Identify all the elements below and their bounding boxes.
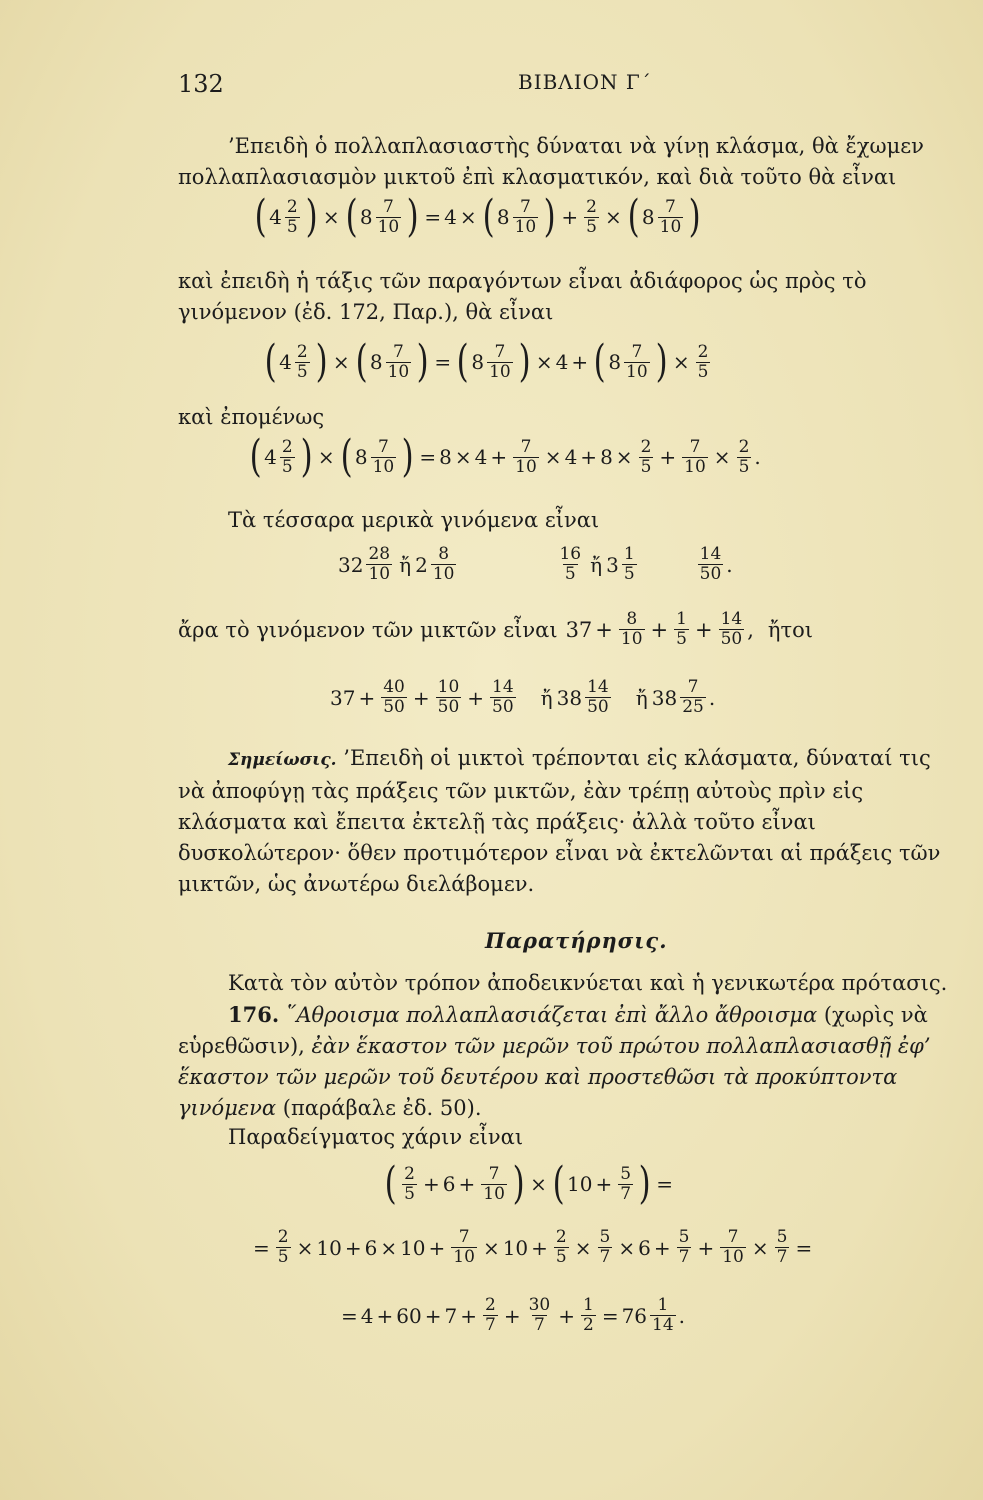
section-heading: Παρατήρησις. xyxy=(485,928,668,953)
product-tail-text: ἤτοι xyxy=(767,617,813,642)
fraction xyxy=(775,1228,790,1267)
eq1-term: 8 xyxy=(641,205,655,229)
theorem-plain-1: (χωρὶς νὰ εὑρεθῶσιν), xyxy=(178,1003,928,1058)
paren: ( xyxy=(264,336,277,387)
times-sign: × xyxy=(317,445,335,469)
paren: ( xyxy=(627,191,640,242)
fraction xyxy=(696,343,711,382)
eq2-term: 8 xyxy=(608,350,622,374)
times-sign: × xyxy=(604,205,622,229)
partial-products xyxy=(338,545,733,584)
paren: ) xyxy=(416,336,429,387)
numerator: 40 xyxy=(383,677,405,697)
fraction xyxy=(598,1228,613,1267)
eq2-term: 8 xyxy=(471,350,485,374)
ex-term: 10 xyxy=(316,1235,342,1260)
plus-sign: + xyxy=(694,617,713,642)
equals-sign: = xyxy=(795,1235,813,1260)
numerator: 1 xyxy=(676,609,687,629)
denominator: 10 xyxy=(387,361,410,382)
denominator: 10 xyxy=(659,216,682,237)
ex-term: 10 xyxy=(567,1172,593,1196)
fraction xyxy=(658,198,684,237)
denominator: 10 xyxy=(722,1247,744,1267)
times-sign: × xyxy=(459,205,477,229)
fraction xyxy=(487,343,513,382)
eq2-term: 4 xyxy=(555,350,569,374)
numerator: 7 xyxy=(392,341,404,362)
denominator: 50 xyxy=(383,697,405,717)
eq3-term: 8 xyxy=(600,445,613,469)
eq1-term: 8 xyxy=(496,205,510,229)
paren: ) xyxy=(543,191,556,242)
numerator: 5 xyxy=(620,1163,632,1184)
eq2-term: 8 xyxy=(369,350,383,374)
fraction xyxy=(436,678,462,717)
fraction xyxy=(527,1296,553,1335)
fraction xyxy=(639,438,654,477)
numerator: 7 xyxy=(687,677,699,697)
times-sign: × xyxy=(672,350,690,374)
paren: ( xyxy=(482,191,495,242)
paren: ( xyxy=(355,336,368,387)
period: . xyxy=(708,685,716,710)
section-number: 176. xyxy=(228,1002,280,1027)
fraction xyxy=(554,1228,569,1267)
plus-sign: + xyxy=(503,1303,521,1328)
numerator: 7 xyxy=(494,341,506,362)
example-line-1 xyxy=(382,1158,676,1209)
running-head: ΒΙΒΛΙΟΝ Γ΄ xyxy=(518,70,652,94)
paren: ) xyxy=(406,191,419,242)
denominator: 5 xyxy=(697,361,709,382)
denominator: 50 xyxy=(437,697,460,717)
eq3-term: 4 xyxy=(474,445,488,469)
paragraph-7 xyxy=(178,999,960,1124)
denominator: 5 xyxy=(555,1247,567,1267)
numerator: 2 xyxy=(586,196,597,217)
denominator: 10 xyxy=(684,456,706,477)
numerator: 7 xyxy=(520,436,532,457)
ex-term: 10 xyxy=(400,1235,426,1260)
plus-sign: + xyxy=(531,1235,548,1260)
times-sign: × xyxy=(544,445,562,469)
numerator: 2 xyxy=(555,1227,567,1247)
numerator: 2 xyxy=(277,1227,289,1247)
plus-sign: + xyxy=(358,685,376,710)
numerator: 2 xyxy=(697,341,709,362)
denominator: 5 xyxy=(286,216,298,237)
denominator: 2 xyxy=(582,1315,594,1335)
numerator: 7 xyxy=(458,1227,470,1247)
paren: ( xyxy=(456,336,469,387)
equals-sign: = xyxy=(656,1172,673,1196)
numerator: 7 xyxy=(377,436,389,457)
paragraph-1: ’Επειδὴ ὁ πολλαπλασιαστὴς δύναται νὰ γίνῃ κλάσμα, θὰ ἔχωμεν πολλαπλασιασμὸν μικτοῦ ἐπὶ κλασματικόν, καὶ διὰ τοῦτο θὰ εἶναι xyxy=(178,134,924,189)
period: . xyxy=(678,1303,686,1328)
fraction xyxy=(483,1296,498,1335)
numerator: 5 xyxy=(599,1227,611,1247)
fraction xyxy=(719,610,745,649)
or-word: ἤ xyxy=(590,552,603,577)
plus-sign: + xyxy=(653,1235,671,1260)
ex-term: 6 xyxy=(364,1235,378,1260)
fraction xyxy=(381,678,407,717)
paren: ) xyxy=(655,336,668,387)
fraction xyxy=(295,343,310,382)
times-sign: × xyxy=(574,1235,592,1260)
paren: ) xyxy=(638,1158,651,1209)
sum-line xyxy=(330,678,715,717)
fraction xyxy=(622,545,637,584)
theorem-text-2: ἐὰν ἕκαστον τῶν μερῶν τοῦ πρώτου πολλαπλασιασθῇ ἐφ’ ἕκαστον τῶν μερῶν τοῦ δευτέρου καὶ προστεθῶσι τὰ προκύπτοντα γινόμενα xyxy=(178,1034,931,1120)
paragraph-2: καὶ ἐπειδὴ ἡ τάξις τῶν παραγόντων εἶναι ἀδιάφορος ὡς πρὸς τὸ γινόμενον (ἐδ. 172, Παρ.), θὰ εἶναι xyxy=(178,269,867,324)
times-sign: × xyxy=(713,445,731,469)
denominator: 50 xyxy=(720,629,743,649)
times-sign: × xyxy=(322,205,340,229)
ex-term: 76 xyxy=(621,1303,648,1328)
product-term: 37 xyxy=(565,617,593,642)
denominator: 5 xyxy=(277,1247,289,1267)
equals-sign: = xyxy=(341,1303,358,1328)
plus-sign: + xyxy=(659,445,677,469)
sum-term: 38 xyxy=(556,685,583,710)
numerator: 2 xyxy=(296,341,308,362)
denominator: 10 xyxy=(620,629,643,649)
product-line xyxy=(178,610,813,649)
denominator: 50 xyxy=(699,564,722,584)
fraction xyxy=(481,1165,507,1204)
fraction xyxy=(276,1228,291,1267)
numerator: 2 xyxy=(484,1295,496,1315)
numerator: 2 xyxy=(281,436,293,457)
plus-sign: + xyxy=(595,1172,613,1196)
fraction xyxy=(376,198,402,237)
denominator: 25 xyxy=(682,697,704,717)
plus-sign: + xyxy=(423,1172,440,1196)
denominator: 14 xyxy=(652,1315,674,1335)
pp-term: 3 xyxy=(606,552,619,577)
plus-sign: + xyxy=(467,685,485,710)
numerator: 14 xyxy=(492,677,514,697)
denominator: 10 xyxy=(432,564,455,584)
paren: ( xyxy=(340,431,353,482)
eq3-term: 4 xyxy=(264,445,277,469)
fraction xyxy=(402,1165,417,1204)
numerator: 14 xyxy=(699,544,722,564)
numerator: 7 xyxy=(519,196,531,217)
times-sign: × xyxy=(332,350,350,374)
denominator: 50 xyxy=(492,697,514,717)
paren: ) xyxy=(688,191,701,242)
ex-term: 6 xyxy=(638,1235,651,1260)
fraction xyxy=(280,438,295,477)
numerator: 7 xyxy=(382,196,394,217)
plus-sign: + xyxy=(558,1303,575,1328)
fraction xyxy=(557,545,583,584)
denominator: 10 xyxy=(372,456,395,477)
paren: ) xyxy=(512,1158,525,1209)
denominator: 5 xyxy=(296,361,308,382)
times-sign: × xyxy=(296,1235,314,1260)
eq3-term: 8 xyxy=(354,445,368,469)
denominator: 5 xyxy=(586,216,597,237)
plus-sign: + xyxy=(595,617,613,642)
denominator: 10 xyxy=(515,456,537,477)
theorem-plain-2: (παράβαλε ἐδ. 50). xyxy=(282,1096,482,1120)
product-lead-text: ἄρα τὸ γινόμενον τῶν μικτῶν εἶναι xyxy=(178,617,558,642)
times-sign: × xyxy=(530,1172,547,1196)
eq1-term: 4 xyxy=(269,205,282,229)
denominator: 5 xyxy=(281,456,293,477)
numerator: 2 xyxy=(404,1163,415,1184)
plus-sign: + xyxy=(344,1235,362,1260)
denominator: 7 xyxy=(599,1247,611,1267)
fraction xyxy=(513,438,539,477)
fraction xyxy=(698,545,724,584)
paren: ( xyxy=(254,191,267,242)
fraction xyxy=(366,545,392,584)
numerator: 2 xyxy=(738,436,750,457)
fraction xyxy=(490,678,516,717)
eq2-term: 4 xyxy=(279,350,292,374)
numerator: 14 xyxy=(587,677,609,697)
denominator: 10 xyxy=(377,216,400,237)
ex-term: 6 xyxy=(442,1172,456,1196)
times-sign: × xyxy=(751,1235,769,1260)
numerator: 7 xyxy=(488,1163,500,1184)
equation-1 xyxy=(252,191,703,242)
fraction xyxy=(618,1165,633,1204)
plus-sign: + xyxy=(460,1303,477,1328)
equals-sign: = xyxy=(424,205,442,229)
fraction xyxy=(371,438,397,477)
numerator: 1 xyxy=(657,1295,669,1315)
eq1-term: 8 xyxy=(359,205,373,229)
paragraph-8: Παραδείγματος χάριν εἶναι xyxy=(228,1125,524,1149)
paragraph-6: Κατὰ τὸν αὐτὸν τρόπον ἀποδεικνύεται καὶ ἡ γενικωτέρα πρότασις. xyxy=(228,971,948,995)
paren: ( xyxy=(593,336,606,387)
numerator: 1 xyxy=(582,1295,594,1315)
fraction xyxy=(619,610,645,649)
note-paragraph xyxy=(178,743,960,900)
paren: ) xyxy=(305,191,318,242)
numerator: 10 xyxy=(437,677,460,697)
fraction xyxy=(650,1296,676,1335)
or-word: ἤ xyxy=(399,552,412,577)
numerator: 8 xyxy=(626,609,638,629)
equals-sign: = xyxy=(601,1303,619,1328)
pp-term: 32 xyxy=(338,552,364,577)
plus-sign: + xyxy=(376,1303,394,1328)
paren: ( xyxy=(384,1158,397,1209)
example-line-3 xyxy=(338,1296,685,1335)
sum-term: 38 xyxy=(651,685,678,710)
fraction xyxy=(674,610,689,649)
period: . xyxy=(726,552,733,577)
plus-sign: + xyxy=(424,1303,442,1328)
eq1-term: 4 xyxy=(444,205,457,229)
equation-2 xyxy=(262,336,713,387)
denominator: 7 xyxy=(484,1315,496,1335)
denominator: 10 xyxy=(453,1247,475,1267)
denominator: 10 xyxy=(489,361,511,382)
equals-sign: = xyxy=(434,350,452,374)
equation-3 xyxy=(247,431,761,482)
ex-term: 7 xyxy=(444,1303,458,1328)
paren: ) xyxy=(401,431,414,482)
numerator: 16 xyxy=(559,544,582,564)
fraction xyxy=(720,1228,746,1267)
denominator: 5 xyxy=(676,629,687,649)
fraction xyxy=(386,343,412,382)
paren: ( xyxy=(552,1158,565,1209)
denominator: 10 xyxy=(483,1183,505,1204)
fraction xyxy=(285,198,300,237)
theorem-text-1: ῞Αθροισμα πολλαπλασιάζεται ἐπὶ ἄλλο ἄθροισμα xyxy=(285,1003,818,1027)
denominator: 7 xyxy=(533,1315,545,1335)
fraction xyxy=(737,438,752,477)
ex-term: 4 xyxy=(360,1303,374,1328)
fraction xyxy=(581,1296,596,1335)
equals-sign: = xyxy=(419,445,437,469)
or-word: ἤ xyxy=(635,685,648,710)
numerator: 14 xyxy=(720,609,743,629)
note-text: ’Επειδὴ οἱ μικτοὶ τρέπονται εἰς κλάσματα, δύναταί τις νὰ ἀποφύγῃ τὰς πράξεις τῶν μικτῶν, ἐὰν τρέπῃ αὐτοὺς πρὶν εἰς κλάσματα καὶ ἔπειτα ἐκτελῇ τὰς πράξεις· ἀλλὰ τοῦτο εἶναι δυσκολώτερον· ὅθεν προτιμότερον εἶναι νὰ ἐκτελῶνται αἱ πράξεις τῶν μικτῶν, ὡς ἀνωτέρω διελάβομεν. xyxy=(178,746,941,896)
note-label: Σημείωσις. xyxy=(228,750,337,770)
numerator: 1 xyxy=(623,544,635,564)
paragraph-3: καὶ ἐπομένως xyxy=(178,405,325,429)
plus-sign: + xyxy=(580,445,598,469)
denominator: 5 xyxy=(640,456,652,477)
fraction xyxy=(451,1228,477,1267)
numerator: 5 xyxy=(678,1227,690,1247)
plus-sign: + xyxy=(561,205,579,229)
times-sign: × xyxy=(454,445,472,469)
times-sign: × xyxy=(618,1235,636,1260)
times-sign: × xyxy=(482,1235,500,1260)
paren: ) xyxy=(315,336,328,387)
paren: ( xyxy=(249,431,262,482)
fraction xyxy=(677,1228,692,1267)
fraction xyxy=(585,678,611,717)
denominator: 5 xyxy=(404,1183,415,1204)
fraction xyxy=(431,545,457,584)
plus-sign: + xyxy=(697,1235,715,1260)
fraction xyxy=(513,198,539,237)
numerator: 30 xyxy=(528,1295,551,1315)
plus-sign: + xyxy=(650,617,669,642)
numerator: 7 xyxy=(665,196,676,217)
plus-sign: + xyxy=(490,445,508,469)
denominator: 7 xyxy=(678,1247,690,1267)
paren: ) xyxy=(518,336,531,387)
eq3-term: 8 xyxy=(439,445,452,469)
fraction xyxy=(680,678,706,717)
paren: ( xyxy=(345,191,358,242)
paragraph-4: Τὰ τέσσαρα μερικὰ γινόμενα εἶναι xyxy=(228,508,600,532)
eq3-term: 4 xyxy=(564,445,578,469)
denominator: 5 xyxy=(623,564,635,584)
comma: , xyxy=(747,617,754,642)
denominator: 7 xyxy=(620,1183,632,1204)
pp-term: 2 xyxy=(415,552,428,577)
plus-sign: + xyxy=(428,1235,446,1260)
denominator: 10 xyxy=(514,216,537,237)
denominator: 5 xyxy=(564,564,576,584)
period: . xyxy=(754,445,761,469)
denominator: 50 xyxy=(587,697,609,717)
denominator: 10 xyxy=(626,361,648,382)
times-sign: × xyxy=(380,1235,398,1260)
denominator: 10 xyxy=(368,564,391,584)
fraction xyxy=(624,343,650,382)
fraction xyxy=(584,198,599,237)
equals-sign: = xyxy=(253,1235,270,1260)
numerator: 28 xyxy=(368,544,391,564)
or-word: ἤ xyxy=(540,685,553,710)
times-sign: × xyxy=(535,350,553,374)
ex-term: 10 xyxy=(502,1235,529,1260)
numerator: 7 xyxy=(631,341,643,362)
plus-sign: + xyxy=(458,1172,476,1196)
paren: ) xyxy=(300,431,313,482)
fraction xyxy=(682,438,708,477)
page-number: 132 xyxy=(178,70,224,98)
numerator: 7 xyxy=(727,1227,739,1247)
denominator: 7 xyxy=(776,1247,788,1267)
numerator: 2 xyxy=(286,196,298,217)
times-sign: × xyxy=(615,445,633,469)
numerator: 5 xyxy=(776,1227,788,1247)
denominator: 5 xyxy=(738,456,750,477)
numerator: 7 xyxy=(689,436,701,457)
example-line-2 xyxy=(250,1228,815,1267)
sum-term: 37 xyxy=(330,685,356,710)
plus-sign: + xyxy=(412,685,430,710)
numerator: 8 xyxy=(438,544,450,564)
ex-term: 60 xyxy=(396,1303,422,1328)
plus-sign: + xyxy=(571,350,589,374)
numerator: 2 xyxy=(640,436,652,457)
